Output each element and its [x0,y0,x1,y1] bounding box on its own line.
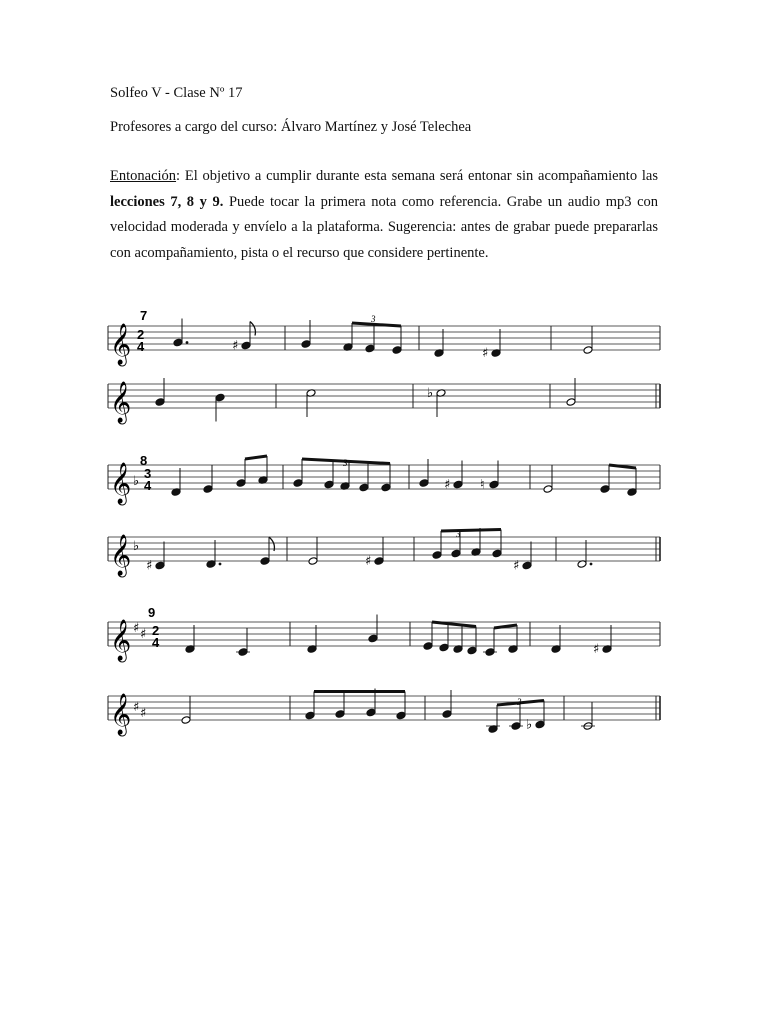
tuplet-number: 3 [343,458,348,468]
note-head [365,344,375,353]
accidental: ♮ [480,477,485,493]
accidental: ♭ [526,717,533,733]
key-signature-flat: ♭ [133,539,140,554]
note-head [260,557,270,566]
note-head [301,340,311,349]
note-head [203,485,213,494]
beam [609,465,636,468]
note-head [181,716,191,725]
accidental: ♯ [232,338,239,354]
beam [441,530,501,532]
beam [245,456,267,459]
note-head [396,711,406,720]
treble-clef-icon: 𝄞 [110,463,132,504]
treble-clef-icon: 𝄞 [110,382,132,423]
key-signature-sharp: ♯ [133,700,140,715]
tuplet-number: 3 [371,314,376,324]
dot [186,341,189,344]
notes-layer [108,319,660,737]
note-head [453,480,463,489]
note-head [439,643,449,652]
document-title: Solfeo V - Clase Nº 17 [110,85,243,101]
lesson-number-8: 8 [140,453,148,468]
note-head [374,557,384,566]
note-head [583,346,593,355]
note-head [566,398,576,407]
tuplet-number: 3 [517,697,522,707]
time-sig-bottom-7: 4 [137,339,145,354]
instructions-text-2: Puede tocar la primera nota como referencia. Grabe un audio mp3 con velocidad moderada y envíelo a la plataforma. Sugerencia: antes de grabar puede prepararlas con acompañamiento, pista o el recurso que considere pertinente. [110,193,659,261]
note-head [335,710,345,719]
note-head [368,634,378,643]
key-signature-sharp: ♯ [133,621,140,636]
key-signature-flat: ♭ [133,474,140,489]
beam [432,622,476,627]
key-signature-sharp: ♯ [140,627,147,642]
note-head [492,549,502,558]
accidental: ♯ [444,477,451,493]
teachers-line: Profesores a cargo del curso: Álvaro Martínez y José Telechea [110,119,472,135]
accidental: ♯ [146,558,153,574]
time-sig-bottom-9: 4 [152,635,160,650]
dot [219,563,222,566]
tuplet-number: 3 [456,529,461,539]
note-head [173,338,183,347]
note-head [359,483,369,492]
note-head [543,485,553,494]
accidental: ♯ [513,558,520,574]
note-head [215,393,225,402]
note-head [236,479,246,488]
instructions-text-1: : El objetivo a cumplir durante esta semana será entonar sin acompañamiento las [176,168,658,184]
note-head [467,646,477,655]
time-sig-bottom-8: 4 [144,478,152,493]
note-head [423,642,433,651]
note-head [241,341,251,350]
note-head [432,551,442,560]
time-sig-top-8: 3 [144,466,152,481]
lesson-number-7: 7 [140,308,148,323]
note-head [305,711,315,720]
accidental: ♯ [365,554,372,569]
section-label: Entonación [110,168,177,184]
note-head [600,485,610,494]
note-head [324,480,334,489]
note-head [522,561,532,570]
treble-clef-icon: 𝄞 [110,535,132,576]
note-head [451,549,461,558]
time-sig-top-9: 2 [152,623,160,638]
note-head [442,710,452,719]
note-head [535,720,545,729]
beam [352,323,401,326]
note-head [419,479,429,488]
accidental: ♯ [482,346,489,361]
note-head [392,346,402,355]
lesson-number-9: 9 [148,605,156,620]
note-head [308,557,318,566]
note-head [155,561,165,570]
note-head [293,479,303,488]
note-head [366,708,376,717]
accidental: ♭ [427,386,434,401]
note-flag [250,322,255,336]
accidental: ♯ [593,642,600,657]
time-sig-top-7: 2 [137,327,145,342]
note-head [155,398,165,407]
note-head [489,480,499,489]
lessons-highlight: lecciones 7, 8 y 9. [110,193,224,210]
treble-clef-icon: 𝄞 [110,694,132,735]
dot [590,563,593,566]
beam [494,625,517,628]
treble-clef-icon: 𝄞 [110,620,132,661]
note-head [381,483,391,492]
key-signature-sharp: ♯ [140,706,147,721]
treble-clef-icon: 𝄞 [110,324,132,365]
